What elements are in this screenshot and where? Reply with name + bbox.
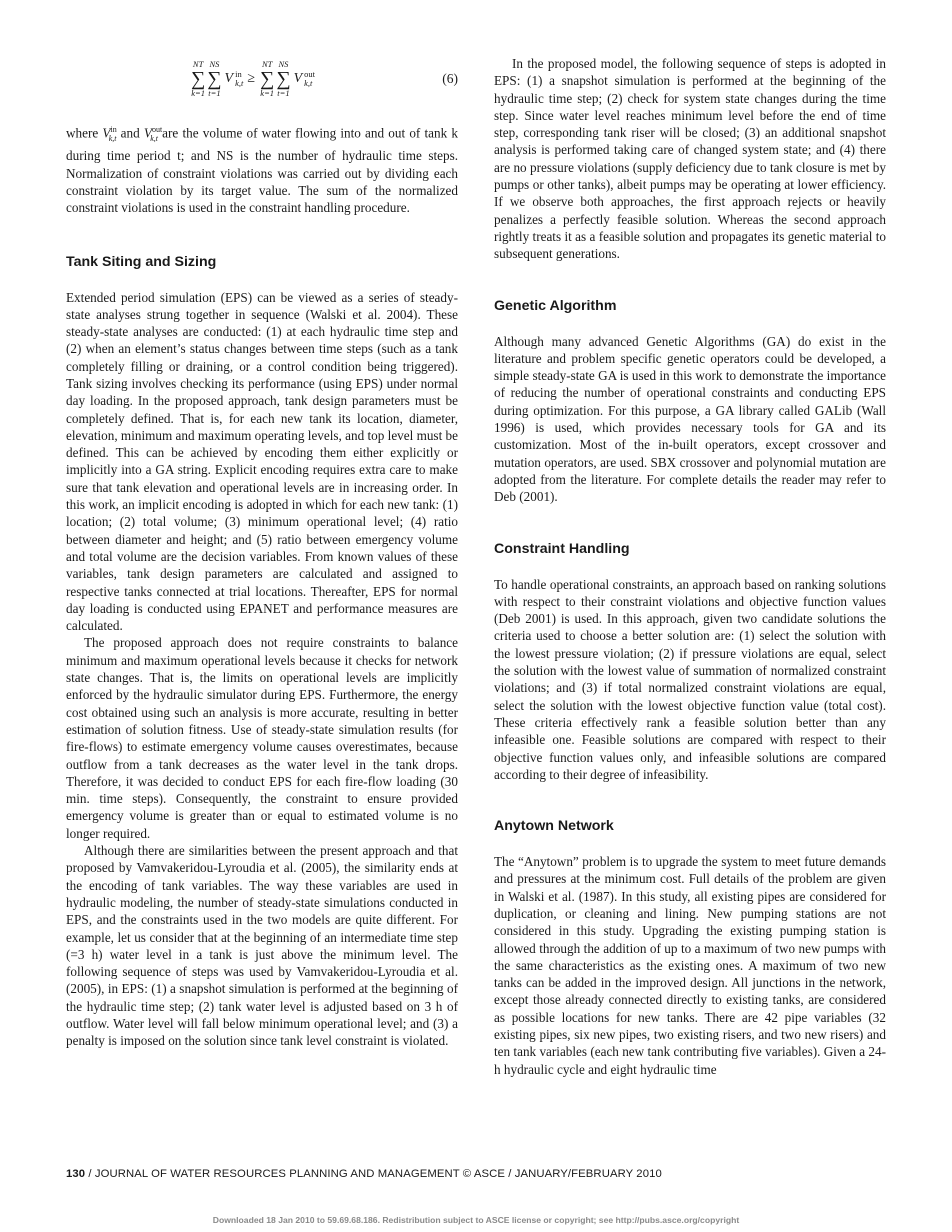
sum-symbol: NT ∑ k=1 <box>191 59 206 98</box>
download-notice: Downloaded 18 Jan 2010 to 59.69.68.186. Redistribution subject to ASCE license or copyright; see http://pubs.asce.org/copyright <box>212 1215 740 1225</box>
equation-6: NT ∑ k=1 NS ∑ t=1 V in k,t ≥ NT ∑ k=1 NS ∑ t=1 V out k,t (6) <box>191 59 458 98</box>
section-heading-anytown-network: Anytown Network <box>494 818 614 835</box>
page-number: 130 <box>66 1168 86 1180</box>
section-heading-constraint-handling: Constraint Handling <box>494 540 630 557</box>
sum-symbol: NS ∑ t=1 <box>207 59 222 98</box>
page-footer <box>66 1168 662 1180</box>
paragraph: To handle operational constraints, an approach based on ranking solutions with respect to their constraint violations and objective function values (Deb 2001) is used. In this approach, given two candidate solutions the criteria used to choose a better solution are: (1) select the solution with the lowest pressure violation; (2) if pressure violations are equal, select the solution with the lowest value of summation of normalized constraint violations; and (3) if total normalized constraint violations are equal, select the solution with the lowest objective function value (total cost). These criteria effectively rank a feasible solution better than any infeasible one. Feasible solutions are compared with respect to their objective function values only, and infeasible solutions are compared according to their degree of infeasibility. <box>494 576 886 782</box>
section-heading-tank-siting: Tank Siting and Sizing <box>66 253 217 270</box>
equation-number: (6) <box>442 71 458 86</box>
sum-symbol: NT ∑ k=1 <box>260 59 275 98</box>
left-column <box>66 55 458 1050</box>
paragraph: Extended period simulation (EPS) can be viewed as a series of steady-state analyses strung together in sequence (Walski et al. 2004). These steady-state analyses are conducted: (1) at each hydraulic time step and (2) when an element’s status changes between time steps (such as a tank completely filling or draining, or a control condition being triggered). Tank sizing involves checking its performance (using EPS) under normal day loading. In the proposed approach, tank design parameters must be completely defined. That is, for each new tank its location, diameter, elevation, minimum and maximum operating levels, and top level must be defined. This can be achieved by encoding them either explicitly or implicitly into a GA string. Explicit encoding requires extra care to make sure that tank elevation and operational levels are in increasing order. In this work, an implicit encoding is adopted in which for each new tank: (1) location; (2) total volume; (3) minimum operational level; (4) ratio between diameter and height; and (5) ratio between emergency volume and total volume are the decision variables. From known values of these variables, tank design parameters are calculated and assigned to respective tanks connected at trial locations. Thereafter, EPS for normal day loading is conducted using EPANET and performance measures are calculated. <box>66 289 458 634</box>
paragraph: Although there are similarities between the present approach and that proposed by Vamvakeridou-Lyroudia et al. (2005), the similarity ends at the encoding of tank variables. The way these variables are used in hydraulic modeling, the number of steady-state simulations conducted in EPS, and the constraints used in the two models are quite different. For example, let us consider that at the beginning of an intermediate time step (=3 h) water level in a tank is just above the minimum level. The following sequence of steps was used by Vamvakeridou-Lyroudia et al. (2005), in EPS: (1) a snapshot simulation is performed at the beginning of the hydraulic time step; (2) tank water level is adjusted based on 3 h of outflow. Water level will fall below minimum operational level; and (3) a penalty is imposed on the solution since tank level constraint is violated. <box>66 843 458 1049</box>
section-heading-genetic-algorithm: Genetic Algorithm <box>494 297 617 314</box>
paragraph: Although many advanced Genetic Algorithms (GA) do exist in the literature and problem specific genetic operators could be developed, a simple steady-state GA is used in this work to demonstrate the importance of reducing the number of operational constraints and conducting EPS during optimization. For this purpose, a GA library called GALib (Wall 1996) is used, which provides necessary tools for GA and its customization. Most of the in-built operators, except crossover and mutation operators, are used. SBX crossover and polynomial mutation are adopted from the literature. For complete details the reader may refer to Deb (2001). <box>494 333 886 505</box>
right-column <box>494 55 886 1078</box>
journal-line: / JOURNAL OF WATER RESOURCES PLANNING AND MANAGEMENT © ASCE / JANUARY/FEBRUARY 2010 <box>88 1168 662 1180</box>
paragraph: The proposed approach does not require constraints to balance minimum and maximum operational levels because it checks for network state changes. That is, the limits on operational levels are implicitly enforced by the hydraulic simulator during EPS. Furthermore, the energy cost obtained using such an analysis is more accurate, resulting in better estimation of solution fitness. Use of steady-state simulation results (for fire-flows) to estimate emergency volume causes overestimates, because outflow from a tank decreases as the water level in the tank drops. Therefore, it was decided to conduct EPS for each fire-flow loading (30 min. time steps). Consequently, the constraint to ensure provided emergency volume is greater than or equal to estimated volume is no longer required. <box>66 635 458 841</box>
sum-symbol: NS ∑ t=1 <box>276 59 291 98</box>
equation-explanation: where $V^{in}_{k,t}$ and $V^{out}_{k,t}$ are the volume of water flowing into and out of tank k during time period t; and NS is the number of hydraulic time steps. Normalization of constraint violations was carried out by dividing each constraint violation by its target value. The sum of the normalized constraint violations is used in the constraint handling procedure. <box>66 125 458 216</box>
paragraph: The “Anytown” problem is to upgrade the system to meet future demands and pressures at the minimum cost. Full details of the problem are given in Walski et al. (1987). In this study, all existing pipes are considered for duplication, or cleaning and lining. New pumping stations are not considered in this study. Upgrading the existing pumping station is allowed through the addition of up to a maximum of two new pumps with the same characteristics as the existing ones. A maximum of two new tanks can be added in the improved design. All junctions in the network, except those already connected directly to existing tanks, are considered as possible locations for new tanks. There are 42 pipe variables (32 existing pipes, six new pipes, two existing risers, and two new risers) and ten tank variables (each new tank contributing five variables). Given a 24-h hydraulic cycle and eight hydraulic time <box>494 854 886 1077</box>
paragraph: In the proposed model, the following sequence of steps is adopted in EPS: (1) a snapshot simulation is performed at the beginning of the hydraulic time step; (2) check for system state changes during the time step. Since water level reaches minimum level before the end of time step, corresponding tank riser will be closed; (3) an additional snapshot analysis is performed taking care of changed system state; and (4) there are no pressure violations (supply deficiency due to tank closure is met by pumps or other tanks), albeit pumps may be operating at lower efficiency. If we observe both approaches, the first approach rejects or heavily penalizes a perfectly feasible solution. Whereas the second approach rightly treats it as a feasible solution and propagates its genetic material to subsequent generations. <box>494 56 886 262</box>
